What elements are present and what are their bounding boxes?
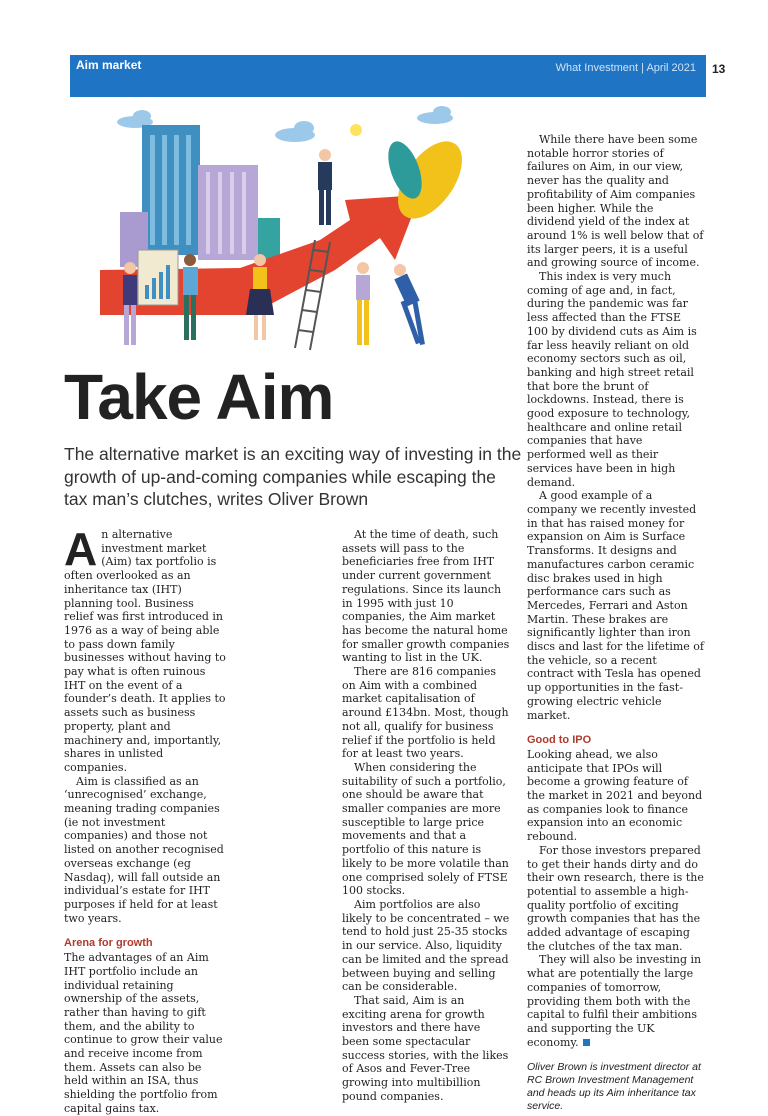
paragraph: Looking ahead, we also anticipate that IPOs will become a growing feature of the market in 2021 and beyond as companies look to finance expansion into an economic rebound.: [527, 747, 703, 844]
article-title: Take Aim: [64, 361, 334, 433]
subheading: Arena for growth: [64, 937, 153, 950]
article-column-2: [342, 528, 510, 1104]
chart-board: [138, 250, 178, 305]
article-column-3: [527, 133, 704, 1113]
person-figure: [394, 264, 425, 345]
subheading: Good to IPO: [527, 734, 592, 747]
paragraph: n alternative investment market (Aim) tax portfolio is often overlooked as an inheritance tax (IHT) planning tool. Business relief was first introduced in 1976 as a way of being able to pass down family businesses without having to pay what is often ruinous IHT on the event of a founder’s death. It applies to assets such as business property, plant and machinery and, importantly, shares in unlisted companies.: [64, 528, 226, 774]
page-number: 13: [712, 62, 726, 76]
author-bio: Oliver Brown is investment director at RC Brown Investment Management and heads up its Aim inheritance tax service.: [527, 1061, 701, 1113]
paragraph: While there have been some notable horror stories of failures on Aim, in our view, never has the quality and profitability of Aim companies been higher. While the dividend yield of the index at around 1% is well below that of its larger peers, it is a useful and growing source of income.: [527, 133, 704, 270]
paragraph: This index is very much coming of age and, in fact, during the pandemic was far less affected than the FTSE 100 by dividend cuts as Aim is far less heavily reliant on old economy sectors such as oil, banking and high street retail that bore the brunt of lockdowns. Instead, there is good exposure to technology, healthcare and online retail companies that have performed well as their services have been in high demand.: [527, 270, 697, 489]
paragraph: Aim portfolios are also likely to be concentrated – we tend to hold just 25-35 stocks in our service. Also, liquidity can be limited and the spread between buying and selling can be considerable.: [342, 897, 510, 994]
end-mark-icon: [583, 1039, 590, 1046]
paragraph: When considering the suitability of such a portfolio, one should be aware that smaller companies are more susceptible to large price movements and that a portfolio of this nature is likely to be more volatile than one comprised solely of FTSE 100 stocks.: [342, 760, 509, 898]
article-standfirst: The alternative market is an exciting way of investing in the growth of up-and-coming companies while escaping the tax man’s clutches, writes Oliver Brown: [64, 444, 522, 509]
person-figure: [356, 262, 370, 345]
paragraph-final: [527, 953, 704, 1049]
paragraph-text: They will also be investing in what are potentially the large companies of tomorrow, providing them both with the capital to fulfil their ambitions and supporting the UK economy.: [527, 953, 702, 1049]
business-growth-illustration: [90, 100, 510, 355]
drop-cap: A: [64, 523, 98, 575]
magazine-issue-label: What Investment | April 2021: [555, 62, 696, 74]
paragraph: For those investors prepared to get their hands dirty and do their own research, there is the potential to assemble a high-quality portfolio of exciting growth companies that has the added advantage of escaping the clutches of the tax man.: [527, 843, 704, 953]
paragraph: There are 816 companies on Aim with a combined market capitalisation of around £134bn. Most, though not all, qualify for business relief if the portfolio is held for at least two years.: [342, 665, 509, 761]
paragraph: That said, Aim is an exciting arena for growth investors and there have been some spectacular success stories, with the likes of Asos and Fever-Tree growing into multibillion pound companies.: [342, 993, 509, 1103]
paragraph: A good example of a company we recently invested in that has raised money for expansion on Aim is Surface Transforms. It designs and manufactures carbon ceramic disc brakes used in high performance cars such as Mercedes, Ferrari and Aston Martin. These brakes are significantly lighter than iron discs and last for the lifetime of the vehicle, so a recent contract with Tesla has opened up opportunities in the fast-growing electric vehicle market.: [527, 489, 704, 722]
article-column-1: [64, 523, 226, 1116]
paragraph: Aim is classified as an ‘unrecognised’ exchange, meaning trading companies (ie not investment companies) and those not listed on another recognised overseas exchange (eg Nasdaq), will fall outside an individual’s estate for IHT purposes if held for at least two years.: [64, 774, 224, 925]
section-label: Aim market: [76, 58, 142, 72]
paragraph: At the time of death, such assets will pass to the beneficiaries free from IHT under current government regulations. Since its launch in 1995 with just 10 companies, the Aim market has become the natural home for smaller growth companies wanting to list in the UK.: [342, 528, 510, 665]
section-header-bar: [70, 55, 706, 97]
paragraph: The advantages of an Aim IHT portfolio include an individual retaining ownership of the assets, rather than having to gift them, and the ability to continue to grow their value and receive income from them. Assets can also be held within an ISA, thus shielding the portfolio from capital gains tax.: [64, 951, 223, 1115]
